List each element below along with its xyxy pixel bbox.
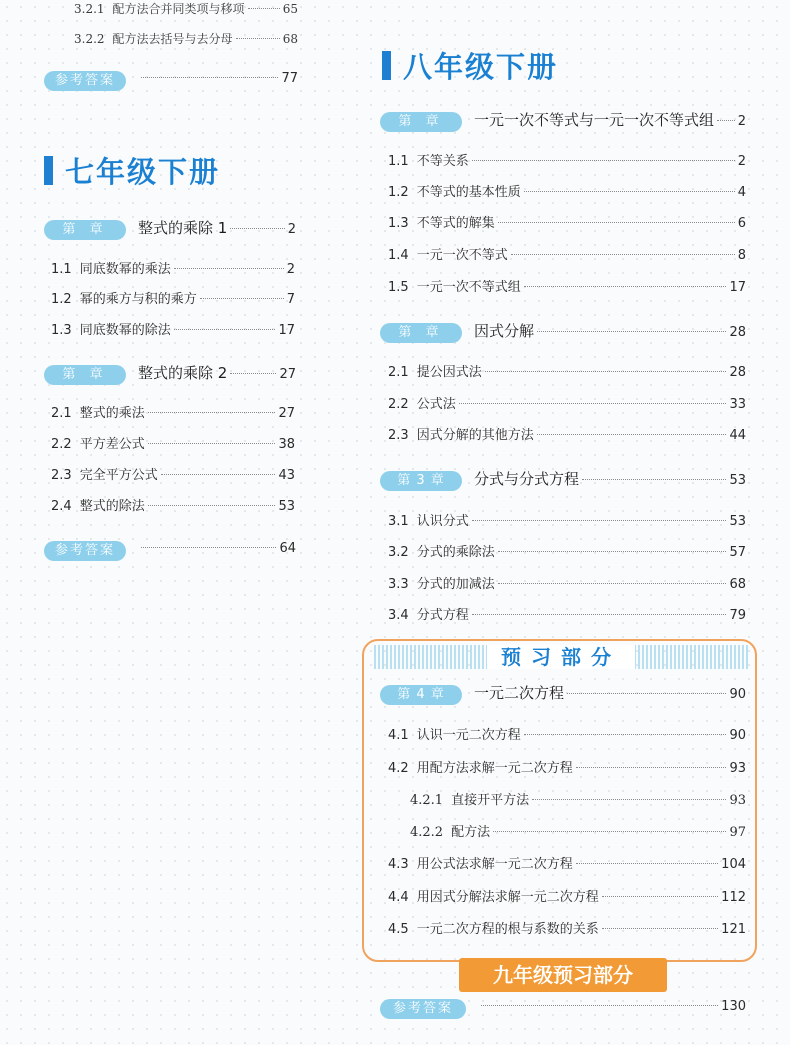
heading-bar	[44, 156, 53, 185]
heading-bar	[382, 51, 391, 80]
answers-badge: 参考答案	[44, 71, 126, 91]
leader-dots	[148, 505, 276, 506]
leader-dots	[532, 799, 726, 800]
toc-entry-r4-2-1[interactable]: 4.2.1 直接开平方法 93	[410, 793, 746, 808]
grade-heading-7: 七年级下册	[44, 150, 220, 191]
toc-entry-2-4[interactable]: 2.4 整式的除法 53	[51, 499, 295, 514]
toc-entry-r3-4[interactable]: 3.4 分式方程 79	[388, 608, 746, 623]
leader-dots	[537, 434, 727, 435]
leader-dots	[493, 831, 726, 832]
toc-answers[interactable]: 参考答案 64	[44, 540, 296, 560]
leader-dots	[174, 329, 276, 330]
toc-entry-r3-3[interactable]: 3.3 分式的加减法 68	[388, 577, 746, 592]
toc-entry-r2-3[interactable]: 2.3 因式分解的其他方法 44	[388, 428, 746, 443]
leader-dots	[161, 474, 276, 475]
toc-entry-r4-2[interactable]: 4.2 用配方法求解一元二次方程 93	[388, 761, 746, 776]
toc-entry-r4-5[interactable]: 4.5 一元二次方程的根与系数的关系 121	[388, 922, 746, 937]
toc-entry-2-3[interactable]: 2.3 完全平方公式 43	[51, 468, 295, 483]
leader-dots	[141, 77, 278, 78]
chapter-badge: 第 章	[380, 323, 462, 343]
toc-entry-r4-4[interactable]: 4.4 用因式分解法求解一元二次方程 112	[388, 890, 746, 905]
toc-chapter-r2[interactable]: 第 章 因式分解 28	[380, 322, 746, 342]
leader-dots	[576, 863, 718, 864]
toc-entry-3-2-1[interactable]: 3.2.1 配方法合并同类项与移项 65	[74, 2, 298, 16]
leader-dots	[602, 896, 718, 897]
answers-badge: 参考答案	[380, 999, 466, 1019]
leader-dots	[174, 268, 284, 269]
toc-chapter-r1[interactable]: 第 章 一元一次不等式与一元一次不等式组 2	[380, 111, 746, 131]
leader-dots	[472, 520, 727, 521]
toc-entry-r2-1[interactable]: 2.1 提公因式法 28	[388, 365, 746, 380]
leader-dots	[148, 443, 276, 444]
toc-entry-1-2[interactable]: 1.2 幂的乘方与积的乘方 7	[51, 292, 295, 307]
toc-entry-r3-2[interactable]: 3.2 分式的乘除法 57	[388, 545, 746, 560]
leader-dots	[524, 286, 727, 287]
answers-badge: 参考答案	[44, 541, 126, 561]
toc-chapter-2[interactable]: 第 章 整式的乘除 2 27	[44, 364, 296, 384]
toc-chapter-1[interactable]: 第 章 整式的乘除 1 2	[44, 219, 296, 239]
toc-chapter-r4[interactable]: 第 4 章 一元二次方程 90	[380, 684, 746, 704]
toc-entry-r1-2[interactable]: 1.2 不等式的基本性质 4	[388, 185, 746, 200]
leader-dots	[230, 373, 276, 374]
grade9-preview-label: 九年级预习部分	[459, 958, 667, 992]
leader-dots	[472, 614, 727, 615]
toc-entry-r2-2[interactable]: 2.2 公式法 33	[388, 397, 746, 412]
toc-entry-3-2-2[interactable]: 3.2.2 配方法去括号与去分母 68	[74, 32, 298, 46]
chapter-badge: 第 章	[44, 220, 126, 240]
leader-dots	[248, 8, 280, 9]
leader-dots	[498, 583, 727, 584]
chapter-badge: 第 章	[380, 112, 462, 132]
toc-entry-r1-1[interactable]: 1.1 不等关系 2	[388, 154, 746, 169]
toc-answers-right[interactable]: 参考答案 130	[380, 998, 746, 1018]
chapter-badge: 第 章	[44, 365, 126, 385]
leader-dots	[524, 734, 727, 735]
grade-heading-8: 八年级下册	[382, 45, 558, 86]
leader-dots	[141, 547, 276, 548]
leader-dots	[485, 371, 727, 372]
leader-dots	[498, 551, 727, 552]
leader-dots	[148, 412, 276, 413]
toc-entry-r1-5[interactable]: 1.5 一元一次不等式组 17	[388, 280, 746, 295]
toc-chapter-r3[interactable]: 第 3 章 分式与分式方程 53	[380, 470, 746, 490]
toc-entry-2-1[interactable]: 2.1 整式的乘法 27	[51, 406, 295, 421]
preview-section-title: 预习部分	[374, 645, 748, 669]
leader-dots	[511, 254, 735, 255]
toc-entry-r1-4[interactable]: 1.4 一元一次不等式 8	[388, 248, 746, 263]
toc-entry-r1-3[interactable]: 1.3 不等式的解集 6	[388, 216, 746, 231]
toc-entry-r4-1[interactable]: 4.1 认识一元二次方程 90	[388, 728, 746, 743]
toc-entry-1-3[interactable]: 1.3 同底数幂的除法 17	[51, 323, 295, 338]
chapter-badge: 第 3 章	[380, 471, 462, 491]
toc-entry-r4-3[interactable]: 4.3 用公式法求解一元二次方程 104	[388, 857, 746, 872]
toc-entry-r3-1[interactable]: 3.1 认识分式 53	[388, 514, 746, 529]
leader-dots	[459, 403, 727, 404]
leader-dots	[200, 298, 284, 299]
leader-dots	[717, 120, 735, 121]
toc-entry-2-2[interactable]: 2.2 平方差公式 38	[51, 437, 295, 452]
leader-dots	[481, 1005, 718, 1006]
toc-answers-top[interactable]: 参考答案 77	[44, 70, 298, 90]
leader-dots	[472, 160, 735, 161]
leader-dots	[236, 38, 280, 39]
leader-dots	[498, 222, 735, 223]
toc-entry-1-1[interactable]: 1.1 同底数幂的乘法 2	[51, 262, 295, 277]
leader-dots	[524, 191, 735, 192]
leader-dots	[576, 767, 727, 768]
leader-dots	[230, 228, 284, 229]
leader-dots	[537, 331, 726, 332]
leader-dots	[582, 479, 726, 480]
toc-entry-r4-2-2[interactable]: 4.2.2 配方法 97	[410, 825, 746, 840]
chapter-badge: 第 4 章	[380, 685, 462, 705]
leader-dots	[602, 928, 718, 929]
leader-dots	[567, 693, 726, 694]
